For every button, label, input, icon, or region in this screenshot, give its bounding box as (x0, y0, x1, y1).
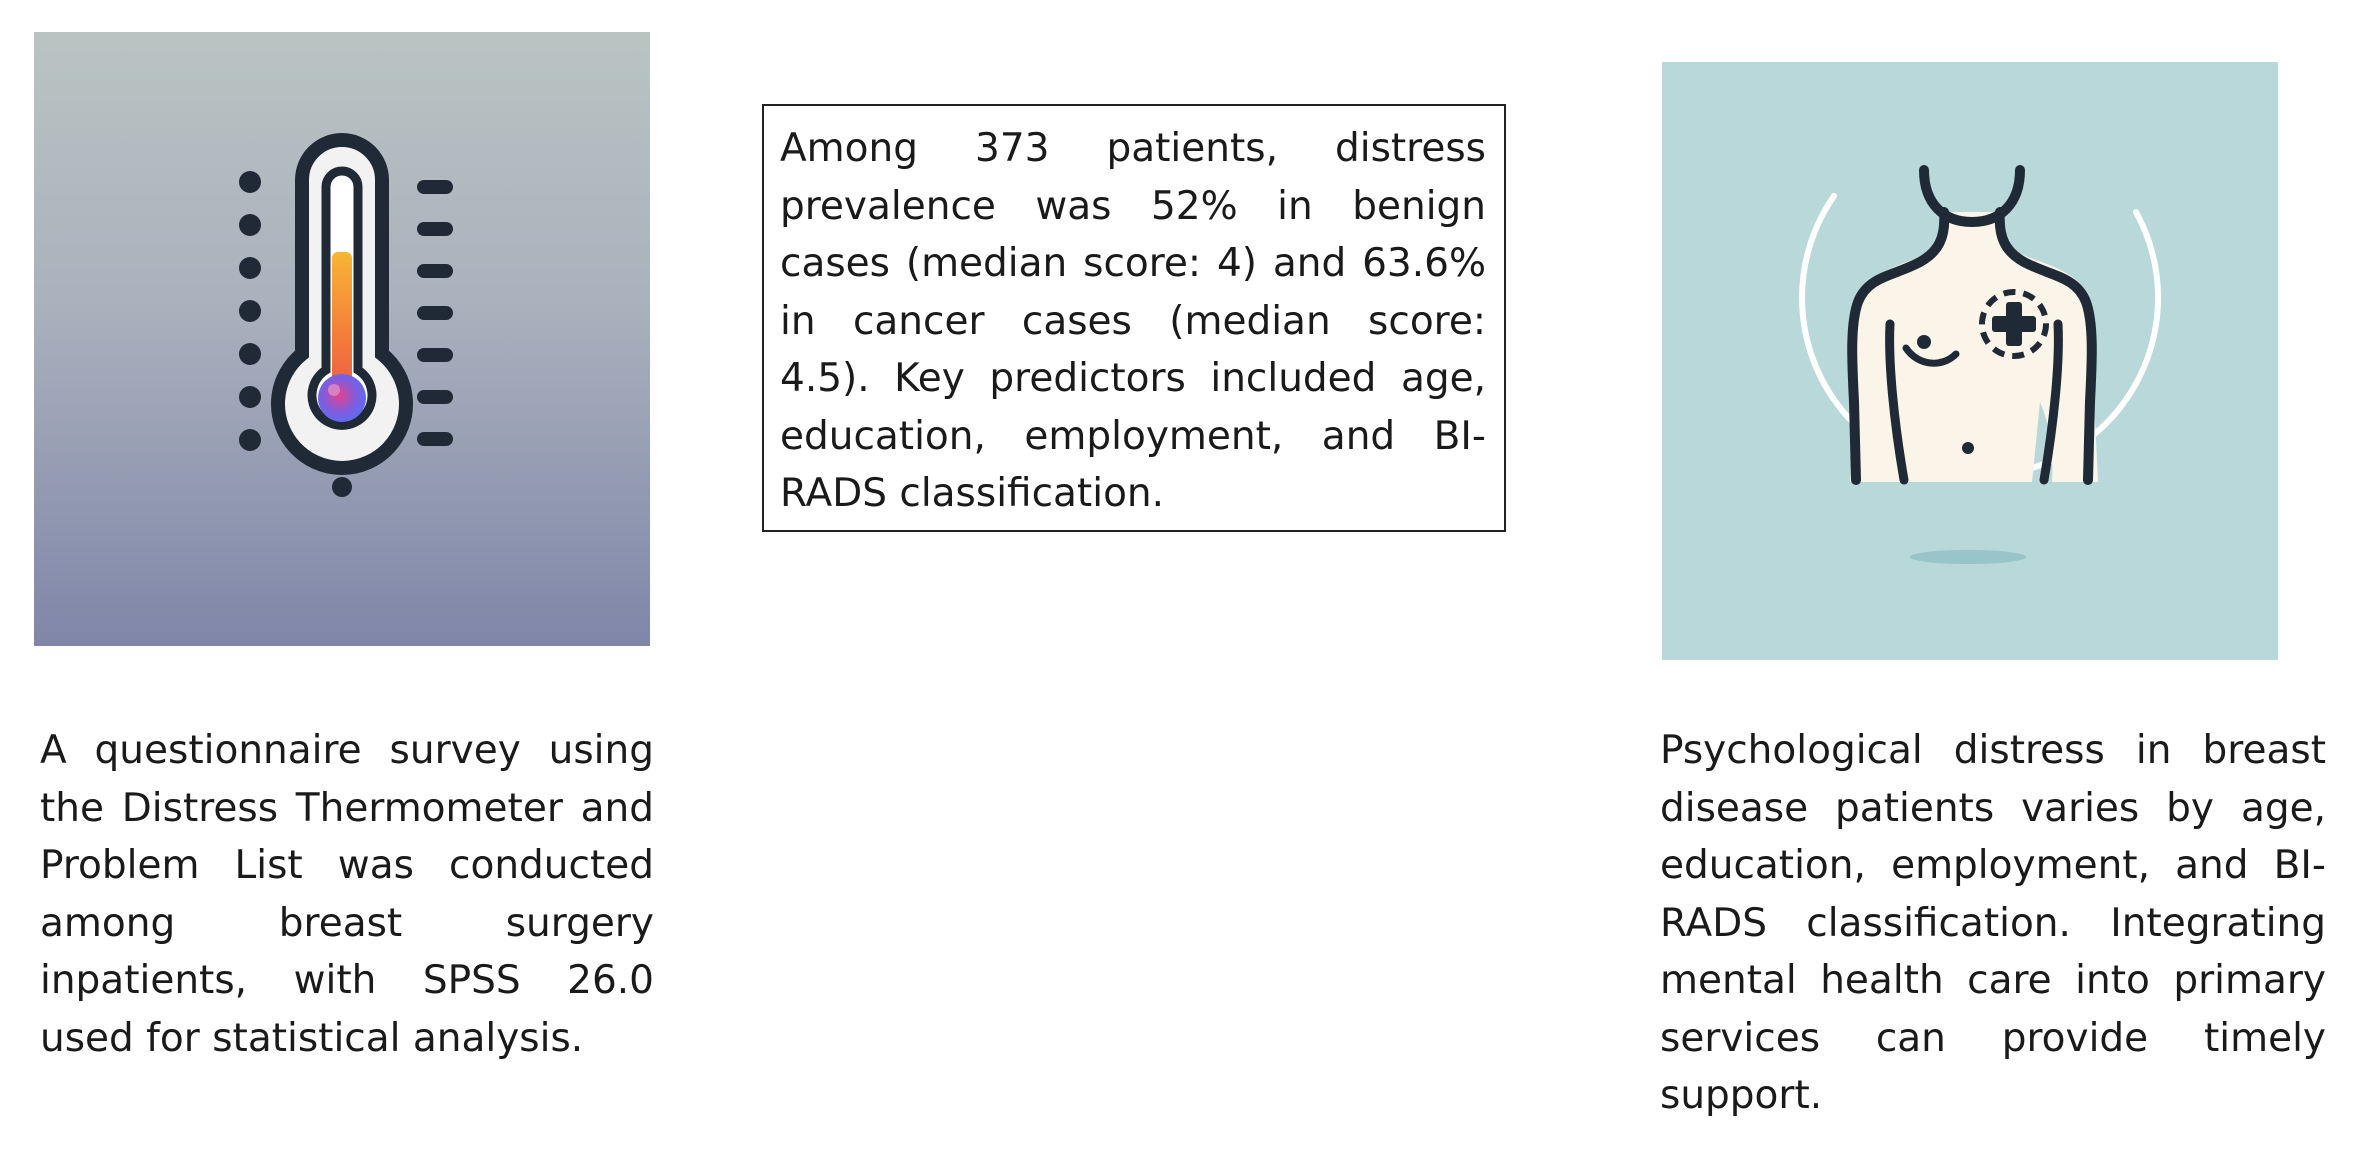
conclusion-text: Psychological distress in breast disease patients varies by age, education, employment, and BI-RADS classification. Integrating mental health care into primary services can provide timely support. (1660, 728, 2326, 1118)
results-text: Among 373 patients, distress prevalence was 52% in benign cases (median score: 4) and 63.6% in cancer cases (median score: 4.5). Key predictors included age, education, employment, and BI-RADS classification. (780, 126, 1486, 516)
breast-health-illustration (1662, 62, 2278, 660)
results-box (762, 104, 1506, 532)
scale-dots (239, 171, 261, 451)
thermometer-illustration (34, 32, 650, 646)
breast-health-icon (1662, 62, 2278, 660)
thermometer-icon (34, 32, 650, 646)
scale-dashes (424, 187, 446, 439)
methods-text: A questionnaire survey using the Distress Thermometer and Problem List was conducted among breast surgery inpatients, with SPSS 26.0 used for statistical analysis. (40, 728, 654, 1061)
